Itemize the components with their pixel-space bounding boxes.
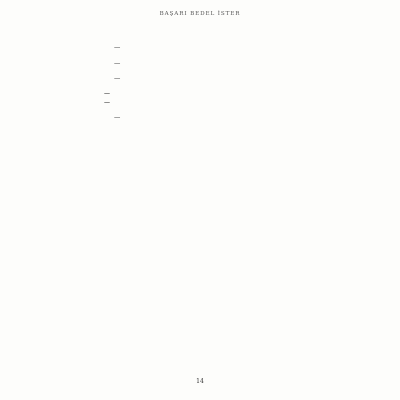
verse-line: —	[104, 98, 110, 106]
paragraph: —	[114, 44, 121, 51]
paragraph: —	[114, 74, 121, 82]
paragraph: —	[114, 113, 121, 121]
verse-quote	[104, 89, 299, 107]
page-number: 14	[196, 378, 204, 385]
running-head: BAŞARI BEDEL İSTER	[159, 11, 241, 17]
paragraph: —	[114, 60, 121, 68]
verse-line: —	[104, 89, 110, 97]
body-text	[104, 43, 299, 123]
